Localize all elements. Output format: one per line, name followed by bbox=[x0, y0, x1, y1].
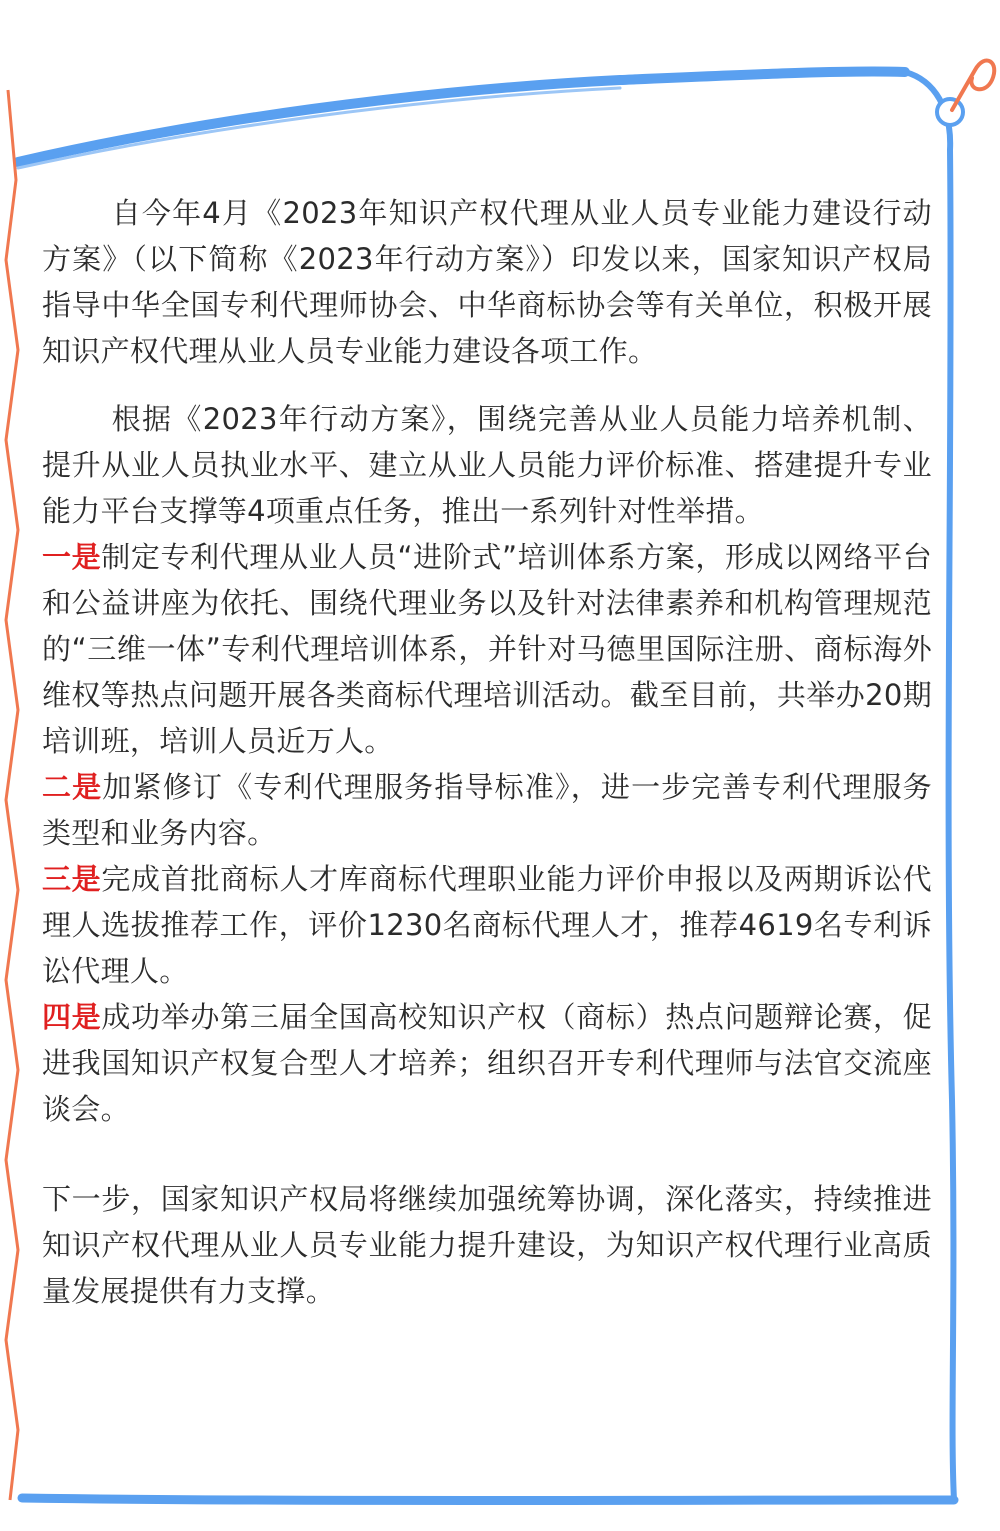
right-border bbox=[949, 150, 954, 1500]
point-lead: 四是 bbox=[42, 1000, 102, 1034]
point-lead: 三是 bbox=[42, 862, 102, 896]
intro-paragraph: 自今年4月《2023年知识产权代理从业人员专业能力建设行动方案》（以下简称《2023年行动方案》）印发以来，国家知识产权局指导中华全国专利代理师协会、中华商标协会等有关单位，积极开展知识产权代理从业人员专业能力建设各项工作。 bbox=[42, 196, 932, 368]
point-item bbox=[42, 764, 932, 856]
point-text: 加紧修订《专利代理服务指导标准》，进一步完善专利代理服务类型和业务内容。 bbox=[42, 770, 932, 850]
point-item bbox=[42, 534, 932, 764]
point-text: 完成首批商标人才库商标代理职业能力评价申报以及两期诉讼代理人选拔推荐工作，评价1230名商标代理人才，推荐4619名专利诉讼代理人。 bbox=[42, 862, 932, 988]
top-border bbox=[18, 71, 905, 162]
bottom-border bbox=[22, 1498, 954, 1501]
point-text: 成功举办第三届全国高校知识产权（商标）热点问题辩论赛，促进我国知识产权复合型人才培养；组织召开专利代理师与法官交流座谈会。 bbox=[42, 1000, 932, 1126]
point-lead: 二是 bbox=[42, 770, 103, 804]
pin-circle bbox=[937, 99, 963, 125]
article-body bbox=[42, 190, 932, 1314]
point-lead: 一是 bbox=[42, 540, 102, 574]
point-text: 制定专利代理从业人员“进阶式”培训体系方案，形成以网络平台和公益讲座为依托、围绕代理业务以及针对法律素养和机构管理规范的“三维一体”专利代理培训体系，并针对马德里国际注册、商标海外维权等热点问题开展各类商标代理培训活动。截至目前，共举办20期培训班，培训人员近万人。 bbox=[42, 540, 932, 758]
overview-paragraph: 根据《2023年行动方案》，围绕完善从业人员能力培养机制、提升从业人员执业水平、建立从业人员能力评价标准、搭建提升专业能力平台支撑等4项重点任务，推出一系列针对性举措。 bbox=[42, 402, 932, 528]
point-item bbox=[42, 994, 932, 1132]
left-border bbox=[6, 90, 18, 1500]
closing-paragraph: 下一步，国家知识产权局将继续加强统筹协调，深化落实，持续推进知识产权代理从业人员专业能力提升建设，为知识产权代理行业高质量发展提供有力支撑。 bbox=[42, 1182, 932, 1308]
point-item bbox=[42, 856, 932, 994]
pin-hook bbox=[952, 61, 994, 110]
